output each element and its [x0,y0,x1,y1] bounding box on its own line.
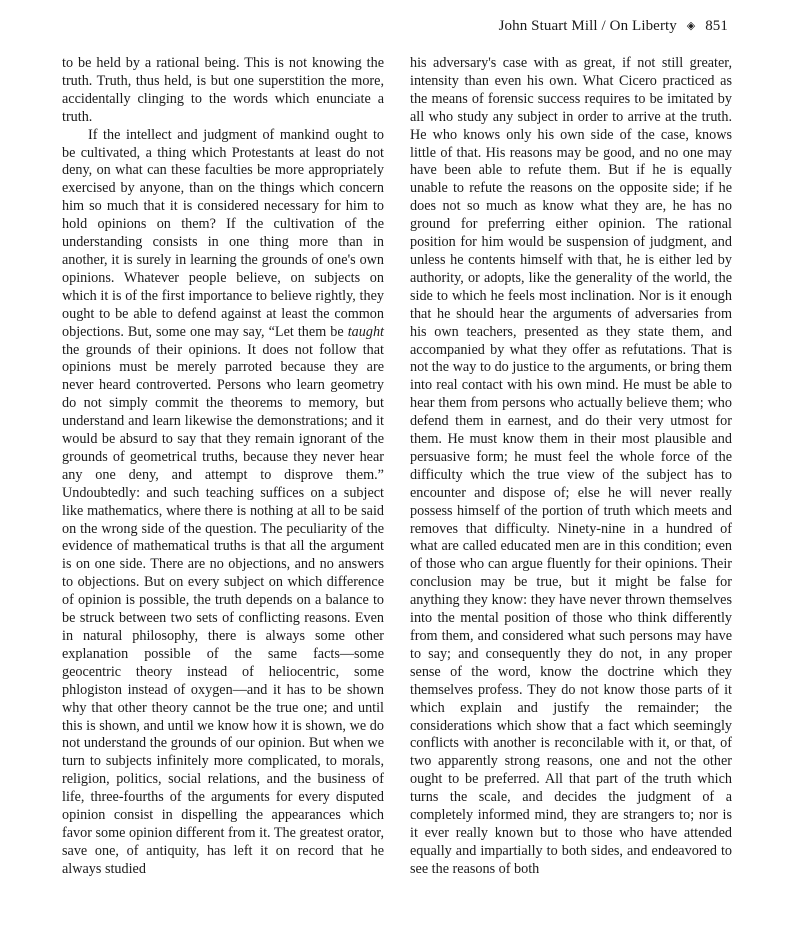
paragraph-continued: to be held by a rational being. This is not knowing the truth. Truth, thus held, is but one superstition the more, accidentally clinging to the words which enunciate a truth. [62,55,384,125]
emphasized-word: taught [347,323,384,340]
right-text-column [410,55,732,879]
paragraph-text: the grounds of their opinions. It does not follow that opinions must be merely parroted because they are never heard controverted. Persons who learn geometry do not simply commit the theorems to memory, but understand and learn likewise the demonstrations; and it would be absurd to say that they remain ignorant of the grounds of geometrical truths, because they never hear any one deny, and attempt to disprove them.” Undoubtedly: and such teaching suffices on a subject like mathematics, where there is nothing at all to be said on the wrong side of the question. The peculiarity of the evidence of mathematical truths is that all the argument is on one side. There are no objections, and no answers to objections. But on every subject on which difference of opinion is possible, the truth depends on a balance to be struck between two sets of conflicting reasons. Even in natural philosophy, there is always some other explanation possible of the same facts—some geocentric theory instead of heliocentric, some phlogiston instead of oxygen—and it has to be shown why that other theory cannot be the true one; and until this is shown, and until we know how it is shown, we do not understand the grounds of our opinion. But when we turn to subjects infinitely more complicated, to morals, religion, politics, social relations, and the business of life, three-fourths of the arguments for every disputed opinion consist in dispelling the appearances which favor some opinion different from it. The greatest orator, save one, of antiquity, has left it on record that he always studied [62,341,384,877]
running-header [499,16,728,36]
left-text-column [62,55,384,879]
diamond-ornament-icon: ◈ [686,20,696,32]
work-title: On Liberty [609,18,677,34]
paragraph-adversary-case: his adversary's case with as great, if not still greater, intensity than even his own. What Cicero practiced as the means of forensic success requires to be imitated by all who study any subject in order to arrive at the truth. He who knows only his own side of the case, knows little of that. His reasons may be good, and no one may have been able to refute them. But if he is equally unable to refute the reasons on the opposite side; if he does not so much as know what they are, he has no ground for preferring either opinion. The rational position for him would be suspension of judgment, and unless he contents himself with that, he is either led by authority, or adopts, like the generality of the world, the side to which he feels most inclination. Nor is it enough that he should hear the arguments of adversaries from his own teachers, presented as they state them, and accompanied by what they offer as refutations. That is not the way to do justice to the arguments, or bring them into real contact with his own mind. He must be able to hear them from persons who actually believe them; who defend them in earnest, and do their very utmost for them. He must know them in their most plausible and persuasive form; he must feel the whole force of the difficulty which the true view of the subject has to encounter and dispose of; else he will never really possess himself of the portion of truth which meets and removes that difficulty. Ninety-nine in a hundred of what are called educated men are in this condition; even of those who can argue fluently for their opinions. Their conclusion may be true, but it might be false for anything they know: they have never thrown themselves into the mental position of those who think differently from them, and considered what such persons may have to say; and consequently they do not, in any proper sense of the word, know the doctrine which they themselves profess. They do not know those parts of it which explain and justify the remainder; the considerations which show that a fact which seemingly conflicts with another is reconcilable with it, or that, of two apparently strong reasons, one and not the other ought to be preferred. All that part of the truth which turns the scale, and decides the judgment of a completely informed mind, they are strangers to; nor is it ever really known but to those who have attended equally and impartially to both sides, and endeavored to see the reasons of both [410,55,732,877]
page-number: 851 [705,18,728,34]
paragraph-text: If the intellect and judgment of mankind ought to be cultivated, a thing which Protestants at least do not deny, on what can these faculties be more appropriately exercised by anyone, than on the things which concern him so much that it is considered necessary for him to hold opinions on them? If the cultivation of the understanding consists in one thing more than in another, it is surely in learning the grounds of one's own opinions. Whatever people believe, on subjects on which it is of the first importance to believe rightly, they ought to be able to defend against at least the common objections. But, some one may say, “Let them be [62,126,384,340]
paragraph-intellect-judgment [62,127,384,879]
title-separator: / [601,18,606,34]
author-name: John Stuart Mill [498,18,598,34]
